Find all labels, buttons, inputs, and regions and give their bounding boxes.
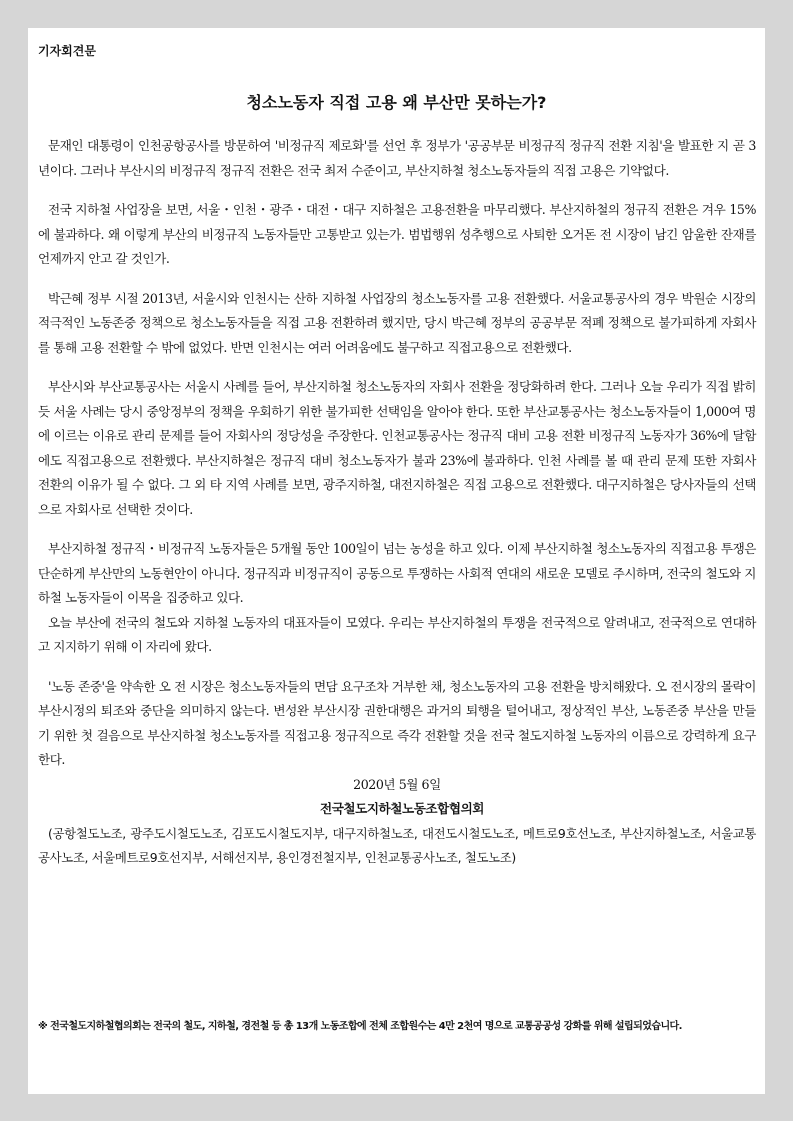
document-body	[38, 134, 756, 871]
paragraph-busan-argument: 부산시와 부산교통공사는 서울시 사례를 들어, 부산지하철 청소노동자의 자회사 전환을 정당화하려 한다. 그러나 오늘 우리가 직접 밝히듯 서울 사례는 당시 중앙정부의 정책을 우회하기 위한 불가피한 선택임을 알아야 한다. 또한 부산교통공사는 청소노동자들이 1,000여 명에 이르는 이유로 관리 문제를 들어 자회사의 정당성을 주장한다. 인천교통공사는 정규직 대비 고용 전환 비정규직 노동자가 36%에 달함에도 직접고용으로 전환했다. 부산지하철은 정규직 대비 청소노동자가 불과 23%에 불과하다. 인천 사례를 볼 때 관리 문제 또한 자회사 전환의 이유가 될 수 없다. 그 외 타 지역 사례를 보면, 광주지하철, 대전지하철은 직접 고용으로 전환했다. 대구지하철은 당사자들의 선택으로 자회사로 선택한 것이다.	[38, 379, 756, 517]
statement-date: 2020년 5월 6일	[353, 776, 441, 792]
organization-name: 전국철도지하철노동조합협의회	[319, 801, 485, 816]
document-type-label: 기자회견문	[38, 44, 96, 58]
paragraph-nationwide-status: 전국 지하철 사업장을 보면, 서울・인천・광주・대전・대구 지하철은 고용전환을 마무리했다. 부산지하철의 정규직 전환은 겨우 15%에 불과하다. 왜 이렇게 부산의 비정규직 노동자들만 고통받고 있는가. 범법행위 성추행으로 사퇴한 오거돈 전 시장이 남긴 암울한 잔재를 언제까지 안고 갈 것인가.	[38, 202, 756, 266]
paragraph-solidarity: 오늘 부산에 전국의 철도와 지하철 노동자의 대표자들이 모였다. 우리는 부산지하철의 투쟁을 전국적으로 알려내고, 전국적으로 연대하고 지지하기 위해 이 자리에 왔다.	[38, 614, 756, 654]
paragraph-intro: 문재인 대통령이 인천공항공사를 방문하여 '비정규직 제로화'를 선언 후 정부가 '공공부문 비정규직 정규직 전환 지침'을 발표한 지 곧 3년이다. 그러나 부산시의 비정규직 정규직 전환은 전국 최저 수준이고, 부산지하철 청소노동자들의 직접 고용은 기약없다.	[38, 138, 756, 178]
document-page	[28, 28, 765, 1094]
paragraph-seoul-incheon: 박근혜 정부 시절 2013년, 서울시와 인천시는 산하 지하철 사업장의 청소노동자를 고용 전환했다. 서울교통공사의 경우 박원순 시장의 적극적인 노동존중 정책으로 청소노동자들을 직접 고용 전환하려 했지만, 당시 박근혜 정부의 공공부문 적폐 정책으로 불가피하게 자회사를 통해 고용 전환할 수 밖에 없었다. 반면 인천시는 여러 어려움에도 불구하고 직접고용으로 전환했다.	[38, 290, 756, 355]
footnote: ※ 전국철도지하철협의회는 전국의 철도, 지하철, 경전철 등 총 13개 노동조합에 전체 조합원수는 4만 2천여 명으로 교통공공성 강화를 위해 설립되었습니다.	[38, 1021, 682, 1032]
organization-members: (공항철도노조, 광주도시철도노조, 김포도시철도지부, 대구지하철노조, 대전도시철도노조, 메트로9호선노조, 부산지하철노조, 서울교통공사노조, 서울메트로9호선지부, 서해선지부, 용인경전철지부, 인천교통공사노조, 철도노조)	[38, 825, 756, 865]
paragraph-demand: '노동 존중'을 약속한 오 전 시장은 청소노동자들의 면담 요구조차 거부한 채, 청소노동자의 고용 전환을 방치해왔다. 오 전시장의 몰락이 부산시정의 퇴조와 중단을 의미하지 않는다. 변성완 부산시장 권한대행은 과거의 퇴행을 털어내고, 정상적인 부산, 노동존중 부산을 만들기 위한 첫 걸음으로 부산지하철 청소노동자를 직접고용 정규직으로 즉각 전환할 것을 전국 철도지하철 노동자의 이름으로 강력하게 요구한다.	[38, 678, 756, 767]
page-title: 청소노동자 직접 고용 왜 부산만 못하는가?	[246, 93, 547, 112]
paragraph-sit-in: 부산지하철 정규직・비정규직 노동자들은 5개월 동안 100일이 넘는 농성을 하고 있다. 이제 부산지하철 청소노동자의 직접고용 투쟁은 단순하게 부산만의 노동현안이 아니다. 정규직과 비정규직이 공동으로 투쟁하는 사회적 연대의 새로운 모델로 주시하며, 전국의 철도와 지하철 노동자들이 이목을 집중하고 있다.	[38, 541, 756, 605]
